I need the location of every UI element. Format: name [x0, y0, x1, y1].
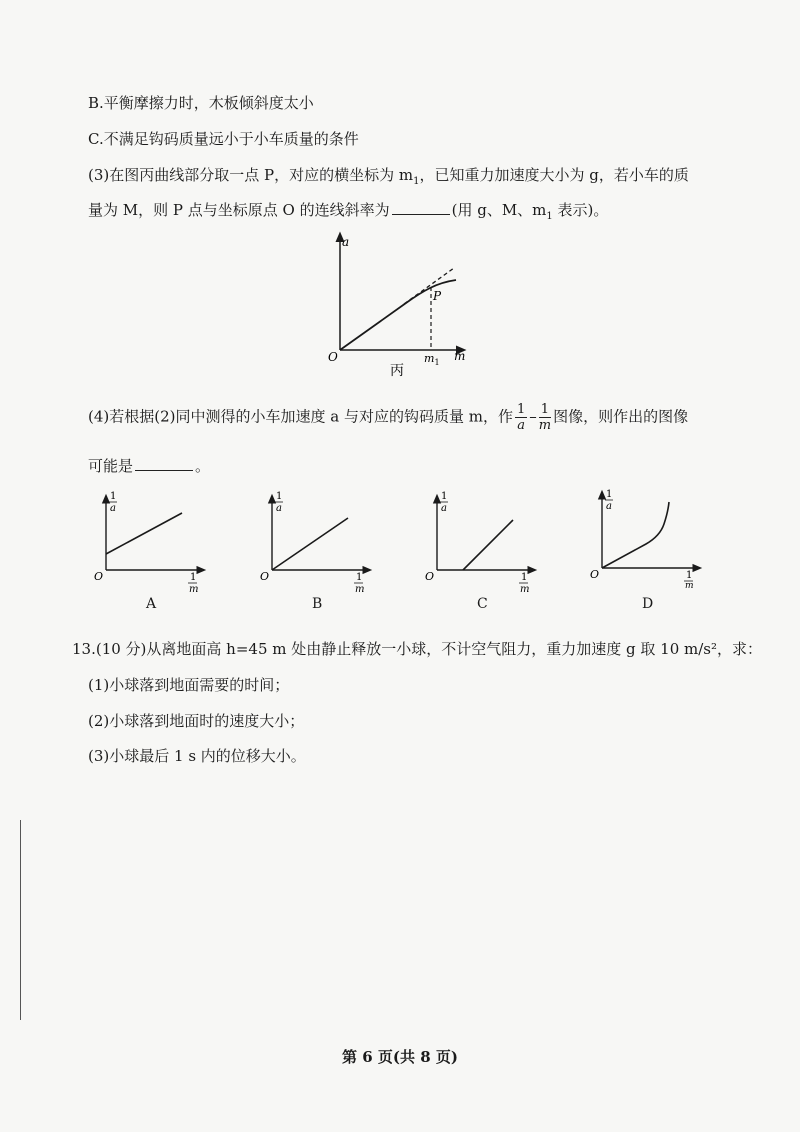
bing-y-label: a [342, 235, 350, 249]
graph-d-label[interactable]: D [642, 596, 654, 612]
svg-text:m: m [355, 584, 365, 595]
svg-text:1: 1 [356, 572, 363, 583]
figure-bing [320, 228, 480, 378]
svg-text:a: a [441, 503, 447, 514]
graph-b-line [272, 518, 348, 570]
margin-rule [20, 820, 21, 1020]
graph-a-line [106, 513, 182, 554]
q13-sub1: (1)小球落到地面需要的时间； [88, 676, 290, 694]
svg-text:a: a [110, 503, 116, 514]
part3-line2-pre: 量为 M，则 P 点与坐标原点 O 的连线斜率为 [88, 201, 390, 219]
svg-text:a: a [276, 503, 282, 514]
bing-tangent-dashed [404, 268, 454, 304]
svg-text:m: m [189, 584, 199, 595]
graph-b [256, 488, 376, 595]
graph-c-line [463, 520, 513, 570]
svg-text:1: 1 [110, 491, 117, 502]
part4-line2 [88, 455, 210, 476]
graph-d-curve [602, 502, 669, 568]
q13-sub3: (3)小球最后 1 s 内的位移大小。 [88, 747, 306, 765]
graph-c [421, 488, 541, 595]
graph-d [586, 484, 706, 591]
svg-text:1: 1 [606, 489, 613, 500]
svg-text:1: 1 [190, 572, 197, 583]
svg-text:1: 1 [521, 572, 528, 583]
graph-b-label[interactable]: B [312, 596, 323, 612]
svg-text:O: O [94, 570, 104, 583]
answer-blank-3[interactable] [392, 202, 450, 215]
svg-text:O: O [425, 570, 435, 583]
bing-x-label: m [454, 349, 466, 363]
page-footer: 第 6 页(共 8 页) [342, 1048, 458, 1066]
bing-caption: 丙 [390, 363, 404, 379]
part4-post: 图像，则作出的图像 [553, 407, 689, 426]
option-c: C.不满足钩码质量远小于小车质量的条件 [88, 130, 359, 148]
graph-a [90, 488, 210, 595]
svg-text:a: a [606, 501, 612, 512]
svg-text:O: O [260, 570, 270, 583]
q13-stem: 13.(10 分)从离地面高 h=45 m 处由静止释放一小球，不计空气阻力，重力加速度 g 取 10 m/s²，求： [72, 640, 763, 658]
svg-text:m: m [685, 581, 694, 591]
graph-c-label[interactable]: C [477, 596, 488, 612]
part3-line2-end: 表示)。 [552, 201, 609, 219]
part3-line2-post: (用 g、M、m [451, 201, 547, 219]
svg-text:m: m [520, 584, 530, 595]
bing-point-p: P [433, 289, 442, 303]
bing-tick-m1: $m_1$ [424, 352, 440, 367]
part3-line2 [88, 199, 608, 222]
part3-line1-post: ，已知重力加速度大小为 g，若小车的质 [419, 166, 689, 184]
part3-line1-sub: 1 [413, 176, 420, 187]
part4-pre: (4)若根据(2)同中测得的小车加速度 a 与对应的钩码质量 m，作 [88, 407, 513, 426]
part4-dash: – [529, 407, 537, 426]
graph-a-label[interactable]: A [146, 596, 157, 612]
frac-1-over-a: $\frac{1}{a}$ [516, 402, 526, 433]
svg-text:1: 1 [441, 491, 448, 502]
part3-line2-sub: 1 [546, 211, 553, 222]
part4-line1 [88, 403, 688, 432]
q13-sub2: (2)小球落到地面时的速度大小； [88, 712, 305, 730]
part3-line1 [88, 164, 689, 187]
part4-line2-text: 可能是 [88, 457, 134, 475]
option-b: B.平衡摩擦力时，木板倾斜度太小 [88, 94, 314, 112]
frac-1-over-m: $\frac{1}{m}$ [538, 402, 552, 433]
part4-line2-end: 。 [195, 457, 211, 475]
svg-text:1: 1 [276, 491, 283, 502]
svg-text:1: 1 [686, 570, 693, 581]
part3-line1-pre: (3)在图丙曲线部分取一点 P，对应的横坐标为 m [88, 166, 414, 184]
answer-blank-4[interactable] [135, 458, 193, 471]
bing-origin: O [328, 350, 338, 364]
svg-text:O: O [590, 568, 600, 581]
